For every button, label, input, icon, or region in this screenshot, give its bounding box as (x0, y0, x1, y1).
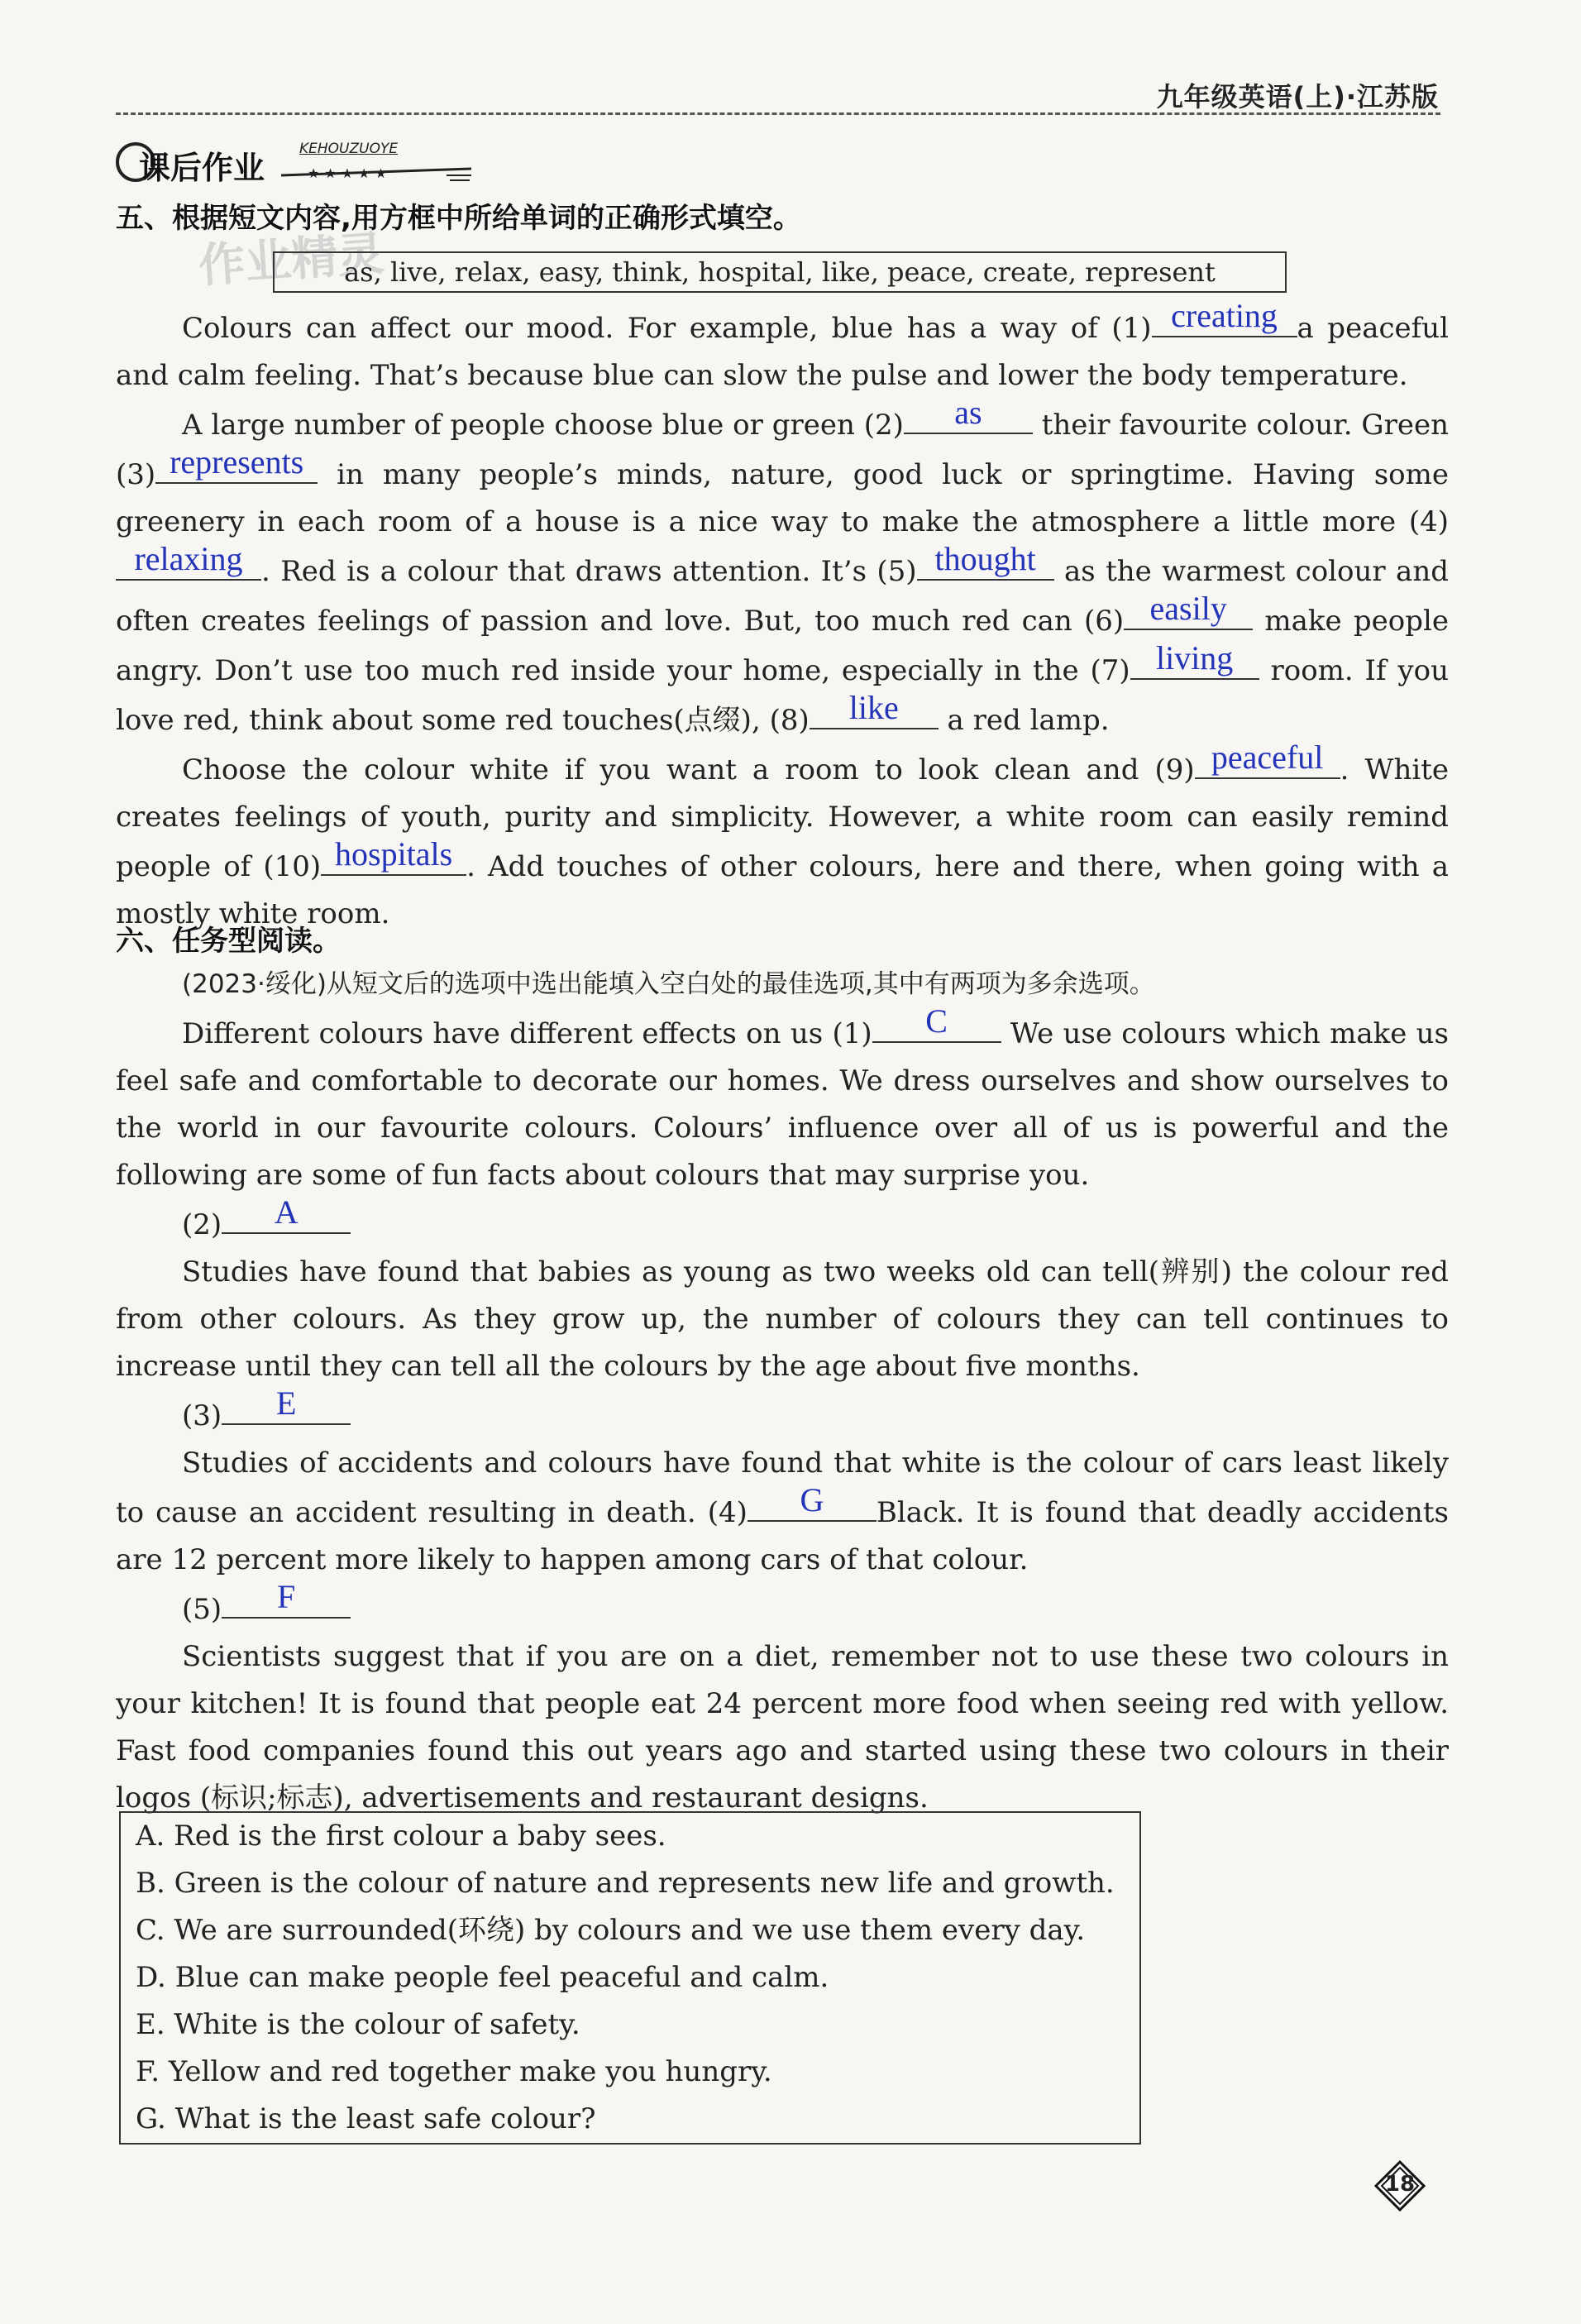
answer-text: hospitals (335, 835, 453, 873)
section-6-passage (116, 961, 1449, 1822)
passage-paragraph (116, 739, 1449, 938)
section-5-title: 五、根据短文内容,用方框中所给单词的正确形式填空。 (116, 202, 801, 235)
passage-paragraph (116, 1002, 1449, 1199)
answer-text: creating (1171, 297, 1278, 334)
blank-label: (1) (832, 1017, 872, 1050)
answer-blank[interactable] (222, 1193, 351, 1234)
header-divider (116, 112, 1440, 115)
section-5-passage (116, 297, 1449, 938)
answer-blank[interactable] (748, 1481, 876, 1522)
passage-paragraph: Scientists suggest that if you are on a diet, remember not to use these two colours in your kitchen! It is found that people eat 24 percent more food when seeing red with yellow. Fast food companies found this out years ago and started using these two colours in their logos (标识;标志), advertisements and restaurant designs. (116, 1640, 1449, 1815)
answer-text: thought (934, 540, 1036, 577)
passage-paragraph (116, 1440, 1449, 1584)
page-number: 18 (1384, 2172, 1416, 2197)
text-run: their favourite colour. Green (3) (116, 409, 1449, 491)
homework-logo (116, 139, 480, 185)
logo-title: 课后作业 (139, 150, 265, 186)
answer-blank[interactable] (917, 540, 1054, 581)
answer-blank[interactable] (904, 394, 1033, 434)
text-run: a red lamp. (938, 704, 1110, 737)
passage-paragraph (116, 297, 1449, 399)
answer-text: relaxing (134, 540, 243, 577)
answer-text: E (275, 1384, 297, 1422)
answer-blank[interactable] (1152, 297, 1297, 337)
logo-subtitle: KEHOUZUOYE (299, 141, 399, 157)
answer-text: C (925, 1002, 948, 1040)
option-item: E. White is the colour of safety. (136, 2008, 580, 2041)
answer-blank[interactable] (222, 1384, 351, 1425)
text-run: in many people’s minds, nature, good luck or springtime. Having some greenery in each room of a house is a nice way to make the atmosphere a little more (4) (116, 458, 1449, 538)
text-run: Studies of accidents and colours have found that white is the colour of cars least likely to cause an accident resulting in death. (116, 1447, 1449, 1529)
text-run: A large number of people choose blue or green (2) (182, 409, 904, 442)
blank-label: (4) (707, 1496, 748, 1529)
answer-text: easily (1149, 590, 1227, 627)
answer-blank[interactable] (810, 689, 939, 729)
answer-blank[interactable] (116, 540, 261, 581)
text-run: . White creates feelings of youth, purity and simplicity. However, a white room can easily remind people of (10) (116, 753, 1449, 883)
instruction: (2023·绥化)从短文后的选项中选出能填入空白处的最佳选项,其中有两项为多余选项。 (182, 969, 1155, 999)
text-run: make people angry. Don’t use too much red inside your home, especially in the (7) (116, 605, 1449, 687)
text-run: We use colours which make us feel safe and comfortable to decorate our homes. We dress ourselves and show ourselves to the world in our favourite colours. Colours’ influence over all of us is powerful and the following are some of fun facts about colours that may surprise you. (116, 1017, 1449, 1192)
blank-line (116, 1193, 1449, 1249)
text-run: Choose the colour white if you want a room to look clean and (9) (182, 753, 1195, 787)
answer-blank[interactable] (1195, 739, 1340, 779)
book-title: 九年级英语(上)·江苏版 (1156, 81, 1439, 112)
answer-text: F (277, 1578, 296, 1615)
option-item: C. We are surrounded(环绕) by colours and we use them every day. (136, 1914, 1086, 1947)
text-run: . Add touches of other colours, here and there, when going with a mostly white room. (116, 850, 1449, 930)
blank-label: (3) (182, 1399, 222, 1432)
blank-line (116, 1384, 1449, 1440)
page-number-badge (1374, 2160, 1426, 2212)
answer-text: represents (170, 443, 304, 481)
word-bank-box: as, live, relax, easy, think, hospital, like, peace, create, represent (273, 251, 1287, 293)
answer-text: like (848, 689, 899, 726)
watermark: 作业精灵 (197, 227, 386, 294)
passage-paragraph: Studies have found that babies as young as two weeks old can tell(辨别) the colour red from other colours. As they grow up, the number of colours they can tell continues to increase until they can tell all the colours by the age about five months. (116, 1255, 1449, 1383)
option-item: A. Red is the first colour a baby sees. (136, 1820, 666, 1853)
blank-line (116, 1578, 1449, 1633)
answer-text: A (274, 1193, 299, 1231)
blank-label: (5) (182, 1593, 222, 1626)
answer-text: G (800, 1481, 824, 1518)
blank-label: (2) (182, 1208, 222, 1241)
answer-text: as (954, 394, 982, 431)
answer-text: living (1155, 639, 1234, 677)
passage-paragraph (116, 394, 1449, 744)
answer-text: peaceful (1211, 739, 1324, 776)
text-run: . Red is a colour that draws attention. It’s (5) (261, 555, 917, 588)
section-6-title: 六、任务型阅读。 (116, 925, 341, 958)
answer-blank[interactable] (155, 443, 318, 484)
answer-blank[interactable] (1124, 590, 1253, 630)
option-item: G. What is the least safe colour? (136, 2102, 596, 2135)
option-item: B. Green is the colour of nature and represents new life and growth. (136, 1867, 1115, 1900)
text-run: room. If you love red, think about some red touches(点缀), (8) (116, 654, 1449, 737)
text-run: Colours can affect our mood. For example, blue has a way of (1) (182, 312, 1152, 345)
answer-blank[interactable] (222, 1578, 351, 1619)
answer-blank[interactable] (1130, 639, 1259, 680)
text-run: a peaceful and calm feeling. That’s because blue can slow the pulse and lower the body temperature. (116, 312, 1449, 392)
option-item: D. Blue can make people feel peaceful and calm. (136, 1961, 829, 1994)
options-box (119, 1811, 1141, 2145)
text-run: Different colours have different effects on us (182, 1017, 833, 1050)
text-run: as the warmest colour and often creates feelings of passion and love. But, too much red can (6) (116, 555, 1449, 638)
text-run: Black. It is found that deadly accidents are 12 percent more likely to happen among cars of that colour. (116, 1496, 1450, 1576)
option-item: F. Yellow and red together make you hungry. (136, 2055, 772, 2088)
logo-stars: ★★★★★ (308, 165, 392, 181)
answer-blank[interactable] (872, 1002, 1001, 1043)
answer-blank[interactable] (321, 835, 466, 876)
